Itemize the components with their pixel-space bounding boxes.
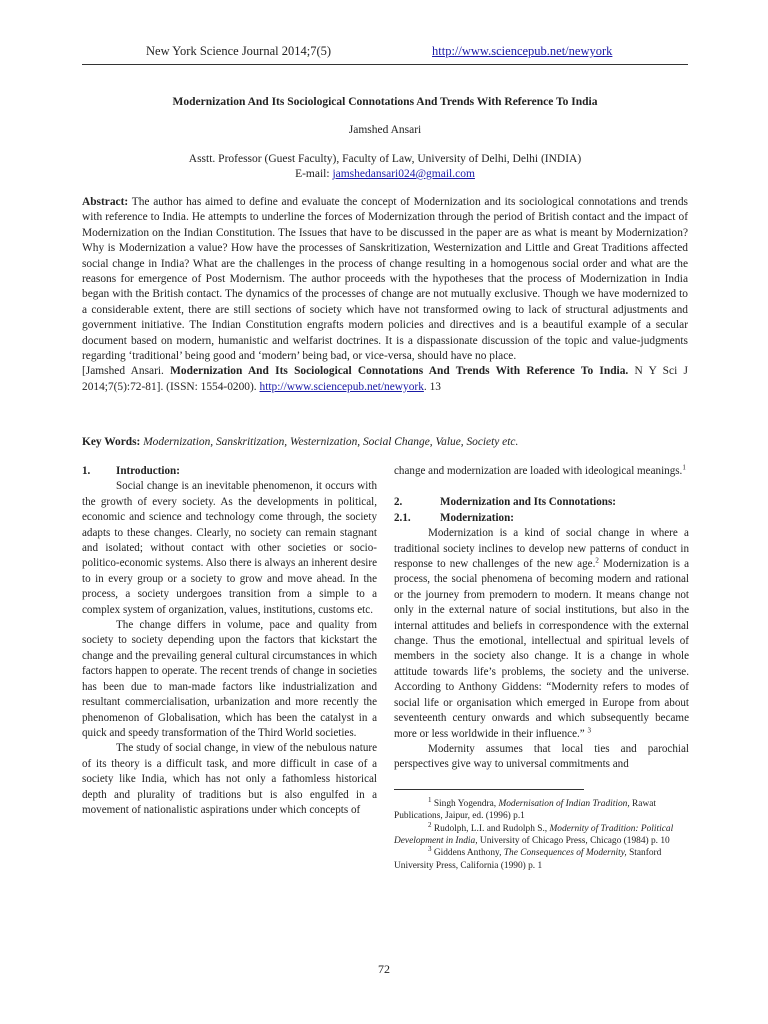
modernization-paragraph-2: Modernity assumes that local ties and parochial perspectives give way to universal commitments and <box>394 742 689 771</box>
section-1-title: Introduction: <box>116 465 180 477</box>
intro-paragraph-2: The change differs in volume, pace and quality from society to society depending upon the factors that kickstart the change and the prevailing general cultural circumstances in which factors happen to operate. The recent trends of change in societies has been due to man-made factors like industrialization and resultant commercialisation, urbanization and more recently the phenomenon of Globalisation, which has been the catalyst in a quick and speedy transformation of the Third World societies. <box>82 619 377 739</box>
footnote-number: 1 <box>428 795 432 804</box>
keywords <box>82 436 688 448</box>
section-2-1-heading <box>394 511 689 526</box>
email-link[interactable]: jamshedansari024@gmail.com <box>332 168 475 180</box>
citation-prefix: [Jamshed Ansari. <box>82 365 164 378</box>
footnote-2 <box>394 820 689 848</box>
citation-url-link[interactable]: http://www.sciencepub.net/newyork <box>259 380 424 393</box>
footnote-rule <box>394 789 584 790</box>
footnote-author: Rudolph, L.I. and Rudolph S., <box>431 823 550 834</box>
affiliation: Asstt. Professor (Guest Faculty), Faculty of Law, University of Delhi, Delhi (INDIA) <box>188 153 582 165</box>
header-rule <box>82 64 688 65</box>
keywords-text: Modernization, Sanskritization, Westernization, Social Change, Value, Society etc. <box>143 436 519 448</box>
footnote-work: The Consequences of Modernity, <box>503 848 627 859</box>
keywords-label: Key Words: <box>82 436 141 448</box>
section-2-heading <box>394 495 689 510</box>
footnote-1 <box>394 795 689 823</box>
journal-name: New York Science Journal 2014;7(5) <box>146 44 332 58</box>
modernization-paragraph-1 <box>394 526 689 742</box>
footnote-work: Modernity of Tradition: Political Development in India, <box>394 823 674 846</box>
section-2-1-title: Modernization: <box>440 511 514 524</box>
footnote-details: Stanford University Press, California (1990) p. 1 <box>394 848 662 871</box>
continued-text: change and modernization are loaded with ideological meanings. <box>394 465 683 477</box>
section-2-number: 2. <box>394 496 403 509</box>
section-1-heading <box>82 464 377 479</box>
footnote-author: Singh Yogendra, <box>431 798 499 809</box>
footnote-details: Rawat Publications, Jaipur, ed. (1996) p.1 <box>394 798 656 822</box>
footnote-author: Giddens Anthony, <box>431 848 504 859</box>
footnote-details: University of Chicago Press, Chicago (1984) p. 10 <box>477 835 670 846</box>
modernization-text-b: Modernization is a process, the social phenomena of becoming modern and rational or the journey from premodern to modern. It means change not only in the external nature of social institutions, but also in the internal attitudes and beliefs in correspondence with the external change. Thus the emotional, intellectual and spiritual levels of members in the society also change. It is a change in whole attitude towards life’s problems, the society and the universe. According to Anthony Giddens: “Modernity refers to modes of social life or organisation which emerged in Europe from about seventeenth century onwards and which subsequently became more or less worldwide in their influence.” <box>394 558 689 740</box>
intro-paragraph-3: The study of social change, in view of the nebulous nature of its theory is a difficult task, and more difficult in case of a society like India, which has not only a fathomless historical depth and plurality of traditions but is also engulfed in a movement of nationalistic aspirations under which concepts of <box>82 742 377 816</box>
abstract-text: The author has aimed to define and evaluate the concept of Modernization and its sociological connotations and trends with reference to India. He attempts to underline the forces of Modernization through the period of British contact and the impact of Modernization on the Indian Constitution. The Issues that have to be discussed in the paper are as what is meant by Modernization? Why is Modernization a value? How have the processes of Sanskritization, Westernization and Little and Great Traditions affected social change in India? What are the challenges in the process of change resulting in a homogenous social order and what are the reasons for emergence of Post Modernism. The author proceeds with the hypotheses that the process of Modernization in India began with the British contact. The dynamics of the processes of change are not mutually exclusive. Though we have modernized to a considerable extent, there are still sections of society which have not transformed owing to lack of structural adjustments and government initiative. The Indian Constitution engrafts modern policies and directives and is a beautiful example of a secular document based on modern, humanistic and welfarist doctrines. It is a dispassionate discussion of the topic and value-judgments regarding ‘traditional’ being good and ‘modern’ being bad, or vice-versa, should have no place. <box>82 196 688 363</box>
abstract-label: Abstract: <box>82 196 129 208</box>
footnote-number: 2 <box>428 820 432 829</box>
section-2-1-number: 2.1. <box>394 511 411 524</box>
citation-end: . 13 <box>423 380 441 393</box>
citation-details: N Y Sci J 2014;7(5):72-81]. (ISSN: 1554-0200). <box>82 365 688 393</box>
section-1-number: 1. <box>82 465 91 477</box>
footnote-work: Modernisation of Indian Tradition, <box>498 798 630 809</box>
modernization-text-a: Modernization is a kind of social change in where a traditional society inclines to develop new patterns of conduct in response to new challenges of the new age. <box>394 527 689 571</box>
footnote-3 <box>394 847 689 872</box>
paper-title: Modernization And Its Sociological Connotations And Trends With Reference To India <box>172 96 598 108</box>
right-column <box>394 464 689 872</box>
author-name: Jamshed Ansari <box>348 124 422 136</box>
intro-paragraph-1: Social change is an inevitable phenomenon, it occurs with the growth of every society. As the developments in political, economic and science and technology come through, the society adapts to these changes. Clearly, no society can remain stagnant and isolated; without contact with other societies or socio-politico-economic systems. Also there is always an inherent desire to in every group or a society to grow and move ahead. In the process, a society undergoes transition from a simple to a complex system of organization, values, institutions, customs etc. <box>82 480 377 616</box>
page-number: 72 <box>378 962 390 976</box>
affiliation-block <box>82 152 688 182</box>
citation-title: Modernization And Its Sociological Connotations And Trends With Reference To India. <box>170 365 629 378</box>
footnote-ref-3[interactable]: 3 <box>587 725 591 734</box>
abstract <box>82 195 688 395</box>
footnote-ref-2[interactable]: 2 <box>595 556 599 565</box>
section-2-title: Modernization and Its Connotations: <box>440 496 616 509</box>
journal-url-link[interactable]: http://www.sciencepub.net/newyork <box>432 44 613 58</box>
left-column <box>82 464 377 818</box>
footnote-ref-1[interactable]: 1 <box>682 463 686 472</box>
footnote-number: 3 <box>428 845 432 854</box>
continued-paragraph <box>394 464 689 479</box>
running-header <box>0 44 768 62</box>
email-label: E-mail: <box>295 168 330 180</box>
footnotes <box>394 795 689 872</box>
email-line <box>82 167 688 182</box>
